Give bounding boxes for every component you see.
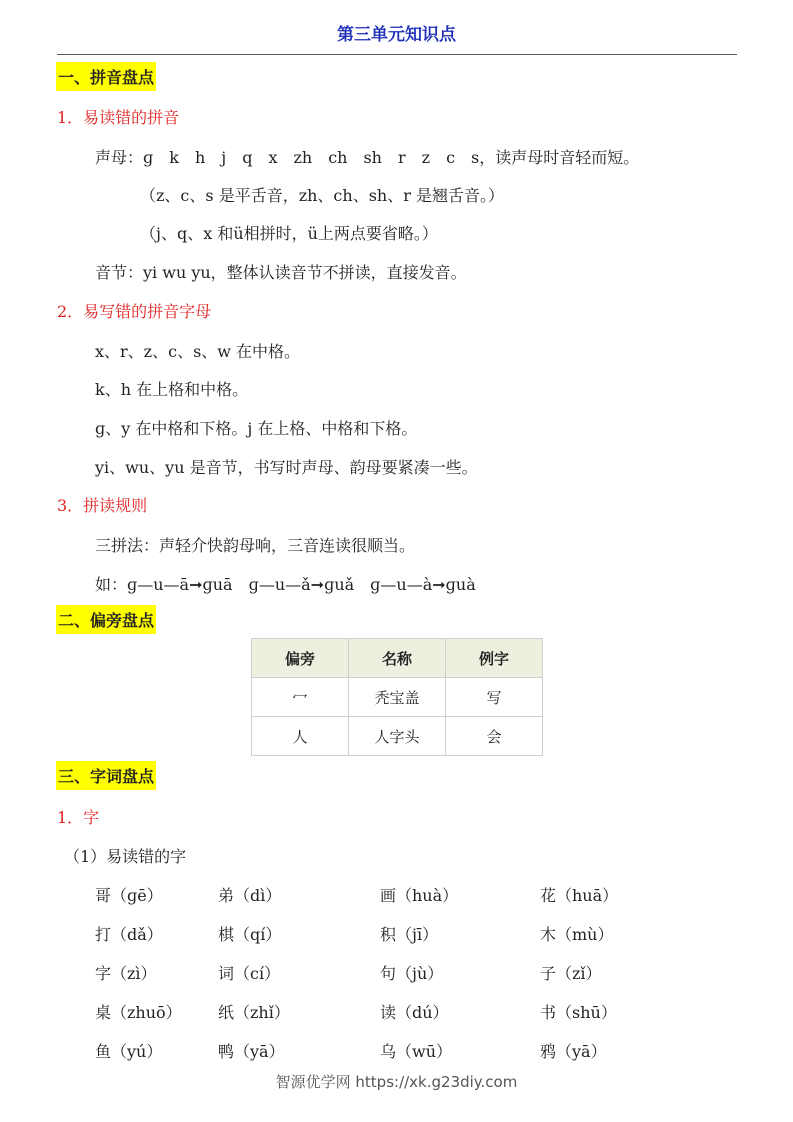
char-item: 读（dú） [380,1003,449,1022]
text-line: 声母：ɡ k h j q x zh ch sh r z c s，读声母时音轻而短。 [95,148,640,167]
char-item: 字（zì） [95,964,157,983]
text-line: x、r、z、c、s、w 在中格。 [95,342,301,361]
table-cell: 会 [446,717,543,756]
char-item: 子（zǐ） [540,964,602,983]
text-line: 如：ɡ—u—ā➞ɡuā ɡ—u—ǎ➞ɡuǎ ɡ—u—à➞ɡuà [95,575,476,594]
column-header: 名称 [349,639,446,678]
text-line: 音节：yi wu yu，整体认读音节不拼读，直接发音。 [95,263,467,282]
table-header-row [252,639,543,678]
column-header: 偏旁 [252,639,349,678]
text-line: yi、wu、yu 是音节，书写时声母、韵母要紧凑一些。 [95,458,478,477]
char-item: 桌（zhuō） [95,1003,182,1022]
char-item: 句（jù） [380,964,444,983]
char-item: 打（dǎ） [95,925,163,944]
char-item: 木（mù） [540,925,614,944]
table-cell: 写 [446,678,543,717]
table-row [252,678,543,717]
table-cell: 人字头 [349,717,446,756]
section-heading-radicals: 二、偏旁盘点 [56,605,156,634]
page-title: 第三单元知识点 [337,25,456,45]
subheading-characters: 1．字 [57,808,100,827]
text-line: k、h 在上格和中格。 [95,380,249,399]
table-cell: 冖 [252,678,349,717]
char-item: 哥（ɡē） [95,886,163,905]
section-heading-pinyin: 一、拼音盘点 [56,62,156,91]
subheading-miswritten-letters: 2．易写错的拼音字母 [57,302,212,321]
char-item: 弟（dì） [218,886,282,905]
char-item: 乌（wū） [380,1042,453,1061]
table-row [252,717,543,756]
char-item: 画（huà） [380,886,459,905]
text-line: （1）易读错的字 [64,847,187,866]
char-item: 鱼（yú） [95,1042,163,1061]
char-item: 纸（zhǐ） [218,1003,290,1022]
char-item: 棋（qí） [218,925,282,944]
char-item: 鸦（yā） [540,1042,607,1061]
char-item: 书（shū） [540,1003,617,1022]
char-item: 鸭（yā） [218,1042,285,1061]
table-cell: 秃宝盖 [349,678,446,717]
text-line: 三拼法：声轻介快韵母响，三音连读很顺当。 [95,536,416,555]
column-header: 例字 [446,639,543,678]
char-item: 花（huā） [540,886,619,905]
section-heading-words: 三、字词盘点 [56,761,156,790]
radicals-table [251,638,543,756]
header-divider [57,54,737,55]
subheading-misread-pinyin: 1．易读错的拼音 [57,108,180,127]
text-line: （j、q、x 和ü相拼时，ü上两点要省略。） [140,224,438,243]
subheading-spelling-rules: 3．拼读规则 [57,496,148,515]
text-line: （z、c、s 是平舌音，zh、ch、sh、r 是翘舌音。） [140,186,504,205]
table-cell: 人 [252,717,349,756]
char-item: 积（jī） [380,925,439,944]
text-line: ɡ、y 在中格和下格。j 在上格、中格和下格。 [95,419,418,438]
char-item: 词（cí） [218,964,281,983]
footer-watermark: 智源优学网 https://xk.g23diy.com [275,1073,518,1091]
